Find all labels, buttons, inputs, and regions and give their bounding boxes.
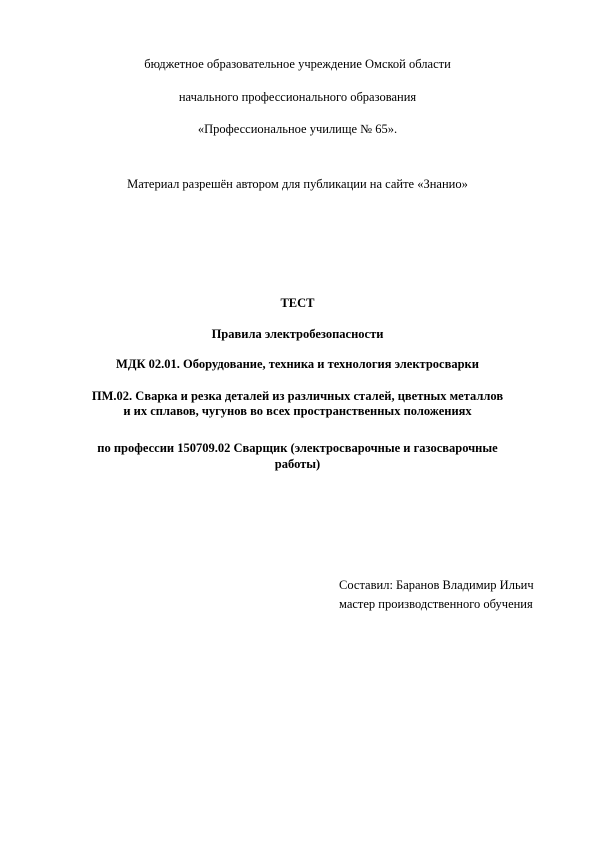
mdk-title: МДК 02.01. Оборудование, техника и технология электросварки: [116, 357, 479, 371]
pm-title-line-2: и их сплавов, чугунов во всех пространственных положениях: [123, 404, 472, 418]
institution-line-1: бюджетное образовательное учреждение Омской области: [144, 57, 451, 71]
profession-line-2: работы): [274, 457, 321, 471]
profession-line-1: по профессии 150709.02 Сварщик (электросварочные и газосварочные: [97, 441, 498, 455]
subject-title: Правила электробезопасности: [211, 327, 384, 341]
author-position: мастер производственного обучения: [339, 597, 533, 611]
compiled-by: Составил: Баранов Владимир Ильич: [339, 578, 534, 592]
document-heading: ТЕСТ: [280, 296, 315, 310]
publication-permission: Материал разрешён автором для публикации на сайте «Знанио»: [127, 177, 468, 191]
institution-line-2: начального профессионального образования: [178, 90, 417, 104]
institution-line-3: «Профессиональное училище № 65».: [197, 122, 398, 136]
pm-title-line-1: ПМ.02. Сварка и резка деталей из различных сталей, цветных металлов: [91, 389, 504, 403]
